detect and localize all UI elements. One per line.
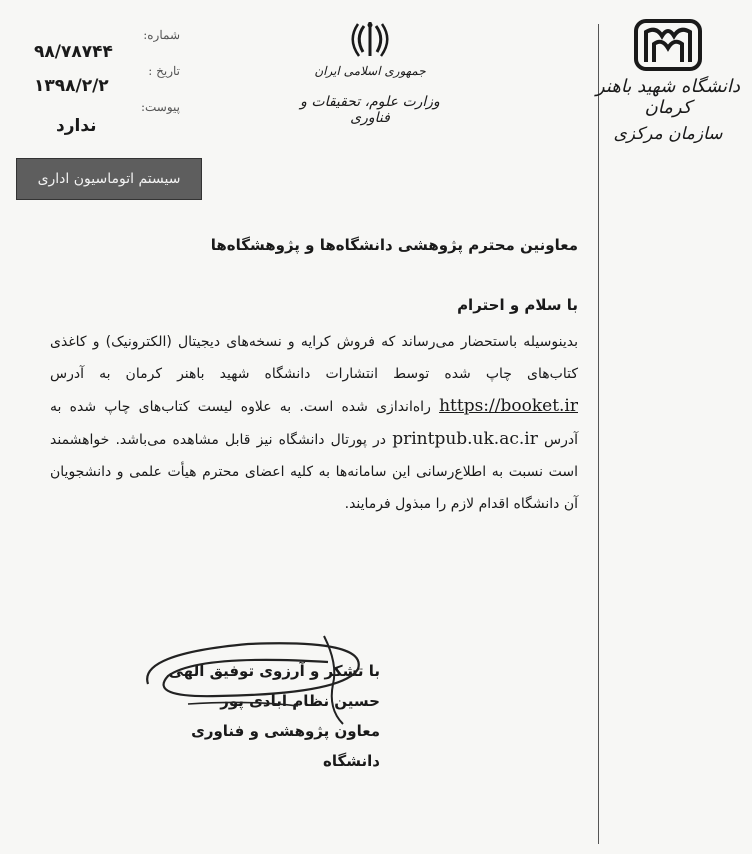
body-part-1: بدینوسیله باستحضار می‌رساند که فروش کرایه و نسخه‌های دیجیتال (الکترونیک) و کاغذی کتاب‌های چاپ شده توسط انتشارات دانشگاه شهید باهنر کرمان به آدرس [50, 334, 578, 382]
university-block [592, 14, 744, 144]
signer-name: حسین نظام آبادی پور [220, 692, 380, 710]
header-divider [598, 24, 599, 844]
date-row [26, 64, 186, 96]
printpub-link[interactable]: printpub.uk.ac.ir [392, 429, 538, 449]
university-logo-icon [632, 18, 704, 72]
body-part-2: راه‌اندازی شده است. به علاوه لیست کتاب‌های چاپ شده به آدرس [50, 399, 578, 448]
ministry-name: وزارت علوم، تحقیقات و فناوری [300, 94, 440, 126]
greeting-line: با سلام و احترام [457, 296, 578, 314]
letter-meta [26, 28, 186, 136]
attachment-value: ندارد [56, 116, 97, 136]
attachment-label: پیوست: [140, 100, 180, 114]
letter-body [50, 326, 578, 520]
iran-emblem-icon [349, 18, 391, 62]
automation-system-badge: سیستم اتوماسیون اداری [16, 158, 202, 200]
date-value: ۱۳۹۸/۲/۲ [34, 76, 109, 96]
number-value: ۹۸/۷۸۷۴۴ [34, 42, 113, 62]
signer-title: معاون پژوهشی و فناوری دانشگاه [191, 722, 380, 770]
number-label: شماره: [143, 28, 180, 42]
emblem-block [280, 18, 460, 126]
closing-line: با تشکر و آرزوی توفیق الهی [168, 662, 380, 680]
attachment-row [26, 100, 186, 136]
date-label: تاریخ : [148, 64, 180, 78]
booket-link[interactable]: https://booket.ir [439, 396, 578, 416]
university-subtitle: سازمان مرکزی [613, 124, 723, 144]
emblem-text: جمهوری اسلامی ایران [314, 64, 426, 78]
number-row [26, 28, 186, 62]
body-part-3: در پورتال دانشگاه نیز قابل مشاهده می‌باشد. خواهشمند است نسبت به اطلاع‌رسانی این سامانه‌ها به کلیه اعضای محترم هیأت علمی و دانشجویان آن دانشگاه اقدام لازم را مبذول فرمایند. [50, 432, 578, 512]
recipient-line: معاونین محترم پژوهشی دانشگاه‌ها و پژوهشگاه‌ها [210, 236, 578, 254]
university-name: دانشگاه شهید باهنر کرمان [596, 76, 740, 118]
closing-block [150, 656, 380, 776]
